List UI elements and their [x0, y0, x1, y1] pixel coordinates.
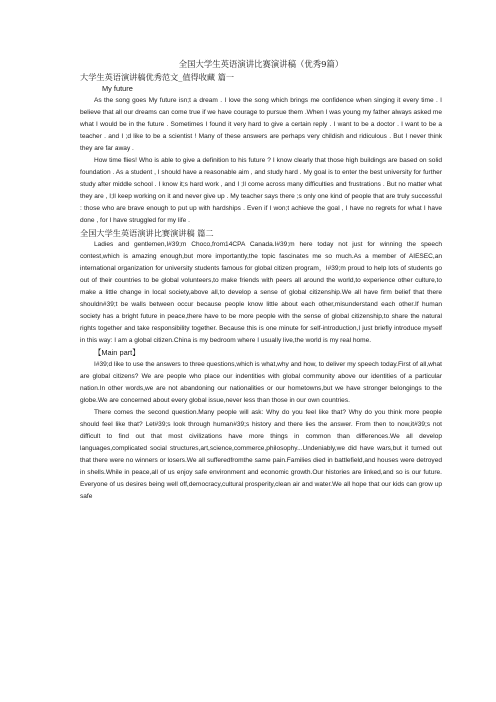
section1-subtitle: My future	[102, 84, 133, 93]
main-part-label: 【Main part】	[94, 348, 140, 357]
main-part-paragraph-2: There comes the second question.Many people will ask: Why do you feel like that? Why do you think more people should feel like that? Let#39;s look through human#39;s history and there lies the answer. From then to now,it#39;s not difficult to find out that most civilizations have more things in common than differences.We all develop languages,complicated social structures,art,science,commerce,philosophy...Undeniably,we did have wars,but it turned out that there were no winners or losers.We all sufferedfromthe same pain.Families died in battlefield,and houses were detroyed in shells.While in peace,all of us enjoy safe environment and economic growth.Our histories are linked,and so is our future. Everyone of us desires being well off,democracy,cultural prosperity,clean air and water.We all hope that our kids can grow up safe	[80, 409, 442, 500]
section2-heading: 全国大学生英语演讲比赛演讲稿 篇二	[80, 228, 214, 238]
document-title: 全国大学生英语演讲比赛演讲稿（优秀9篇）	[178, 59, 344, 69]
section1-paragraph-2: How time flies! Who is able to give a definition to his future ? I know clearly that those high buildings are based on solid foundation . As a student , I should have a reasonable aim , and study hard . My goal is to enter the best university for further study after middle school . I know it;s hard work , and I ;ll come across many difficulties and frustrations . But no matter what they are , I;ll keep working on it and never give up . My teacher says there ;s only one kind of people that are truly successful : those who are brave enough to put up with hardships . Even if I won;t achieve the goal , I have no regrets for what I have done , for I have struggled for my life .	[80, 157, 442, 224]
main-part-paragraph-1: I#39;d like to use the answers to three questions,which is what,why and how, to deliver my speech today.First of all,what are global citizens? We are people who place our indentities with global community above our identities of a particular nation.In other words,we are not abandoning our nationalities or our hometowns,but we have stronger belongings to the globe.We are concerned about every global issue,never less than those in our own countries.	[80, 361, 442, 404]
section1-heading: 大学生英语演讲稿优秀范文_值得收藏 篇一	[80, 72, 235, 82]
section2-paragraph-1: Ladies and gentlemen,I#39;m Choco,from14CPA Canada.I#39;m here today not just for winning the speech contest,which is amazing enough,but more importantly,the topic fascinates me so much.As a member of AIESEC,an international organization for university students famous for global citizen program，I#39;m proud to help lots of students go out of their countries to be global volunteers,to make friends with peers all around the world,to experience other culture,to make a little change in local society,above all,to develop a sense of global citizenship.We all have firm belief that there shouldn#39;t be walls between occur because people know little about each other,misunderstand each other.If human society has a bright future in peace,there have to be more people with the sense of global citizenship,to share the natural rights together and take responsibility together. Because this is one minute for self-introduction,I just briefly introduce myself in this way: I am a global citizen.China is my bedroom where I usually live,the world is my real home.	[80, 241, 442, 344]
section1-paragraph-1: As the song goes My future isn;t a dream . I love the song which brings me confidence when singing it every time . I believe that all our dreams can come true if we have courage to pursue them .When I was young my father always asked me what I would be in the future . Sometimes I found it very hard to give a certain reply . I want to be a doctor . I want to be a teacher . and I ;d like to be a scientist ! Many of these answers are perhaps very childish and ridiculous . But I never think they are far away .	[80, 97, 442, 152]
